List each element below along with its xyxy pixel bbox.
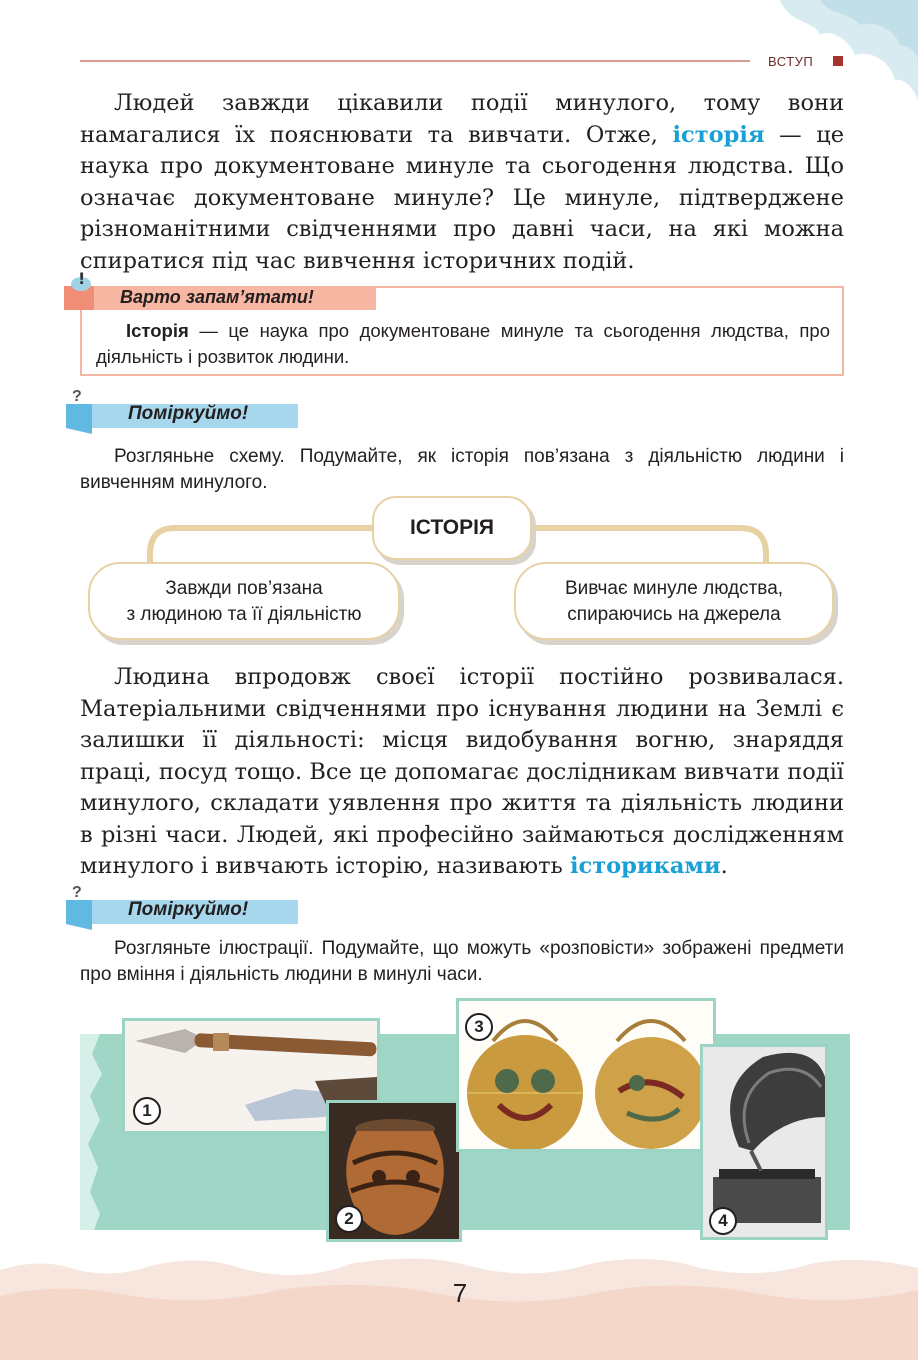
golden-earrings-icon	[459, 1001, 713, 1149]
section-label: ВСТУП	[768, 54, 814, 69]
term-historians: істориками	[569, 853, 721, 879]
remember-text: Історія — це наука про документоване минуле та сьогодення людства, про діяльність і розвиток людини.	[96, 320, 830, 367]
think-title-1: Поміркуймо!	[128, 403, 249, 424]
scheme-node-right: Вивчає минуле людства, спираючись на джерела	[514, 562, 834, 640]
page-number: 7	[452, 1278, 468, 1308]
think-title-2: Поміркуймо!	[128, 899, 249, 920]
illustration-2	[326, 1100, 462, 1242]
illustration-number-2: 2	[335, 1205, 363, 1233]
term-history: історія	[672, 121, 765, 148]
intro-paragraph: Людей завжди цікавили події минулого, тому вони намагалися їх пояснювати та вивчати. Отже, історія — це наука про документоване минуле та сьогодення людства. Що означає документоване минуле? Це минуле, підтверджене різноманітними свідченнями про давні часи, на які можна спиратися під час вивчення історичних подій.	[80, 90, 845, 274]
think-text-1: Розгляньне схему. Подумайте, як історія пов’язана з діяльністю людини і вивченням минулого.	[80, 446, 844, 493]
history-scheme	[80, 494, 844, 654]
illustration-3	[456, 998, 716, 1152]
think-text-2: Розгляньте ілюстрації. Подумайте, що можуть «розповісти» зображені предмети про вміння і діяльність людини в минулі часи.	[80, 938, 844, 985]
question-icon: ?	[72, 388, 82, 405]
illustration-4	[700, 1044, 828, 1240]
illustration-number-1: 1	[133, 1097, 161, 1125]
body-paragraph-2: Людина впродовж своєї історії постійно розвивалася. Матеріальними свідченнями про існування людини на Землі є залишки її діяльності: місця видобування вогню, знаряддя праці, посуд тощо. Все це допомагає дослідникам вивчати події минулого, складати уявлення про життя та діяльність людини в різні часи. Людей, які професійно займаються дослідженням минулого і вивчають історію, називають істориками.	[80, 664, 844, 879]
header-rule	[80, 60, 750, 62]
exclamation-icon	[68, 270, 94, 292]
illustration-number-4: 4	[709, 1207, 737, 1235]
scheme-node-left: Завжди пов’язана з людиною та її діяльністю	[88, 562, 400, 640]
svg-text:!: !	[78, 270, 86, 288]
remember-term: Історія	[126, 320, 189, 341]
torn-edge-decoration	[80, 1034, 110, 1230]
illustration-number-3: 3	[465, 1013, 493, 1041]
section-square-icon	[833, 56, 843, 66]
remember-title: Варто запам’ятати!	[120, 287, 314, 307]
scheme-node-history: ІСТОРІЯ	[372, 496, 532, 560]
question-icon: ?	[72, 884, 82, 901]
